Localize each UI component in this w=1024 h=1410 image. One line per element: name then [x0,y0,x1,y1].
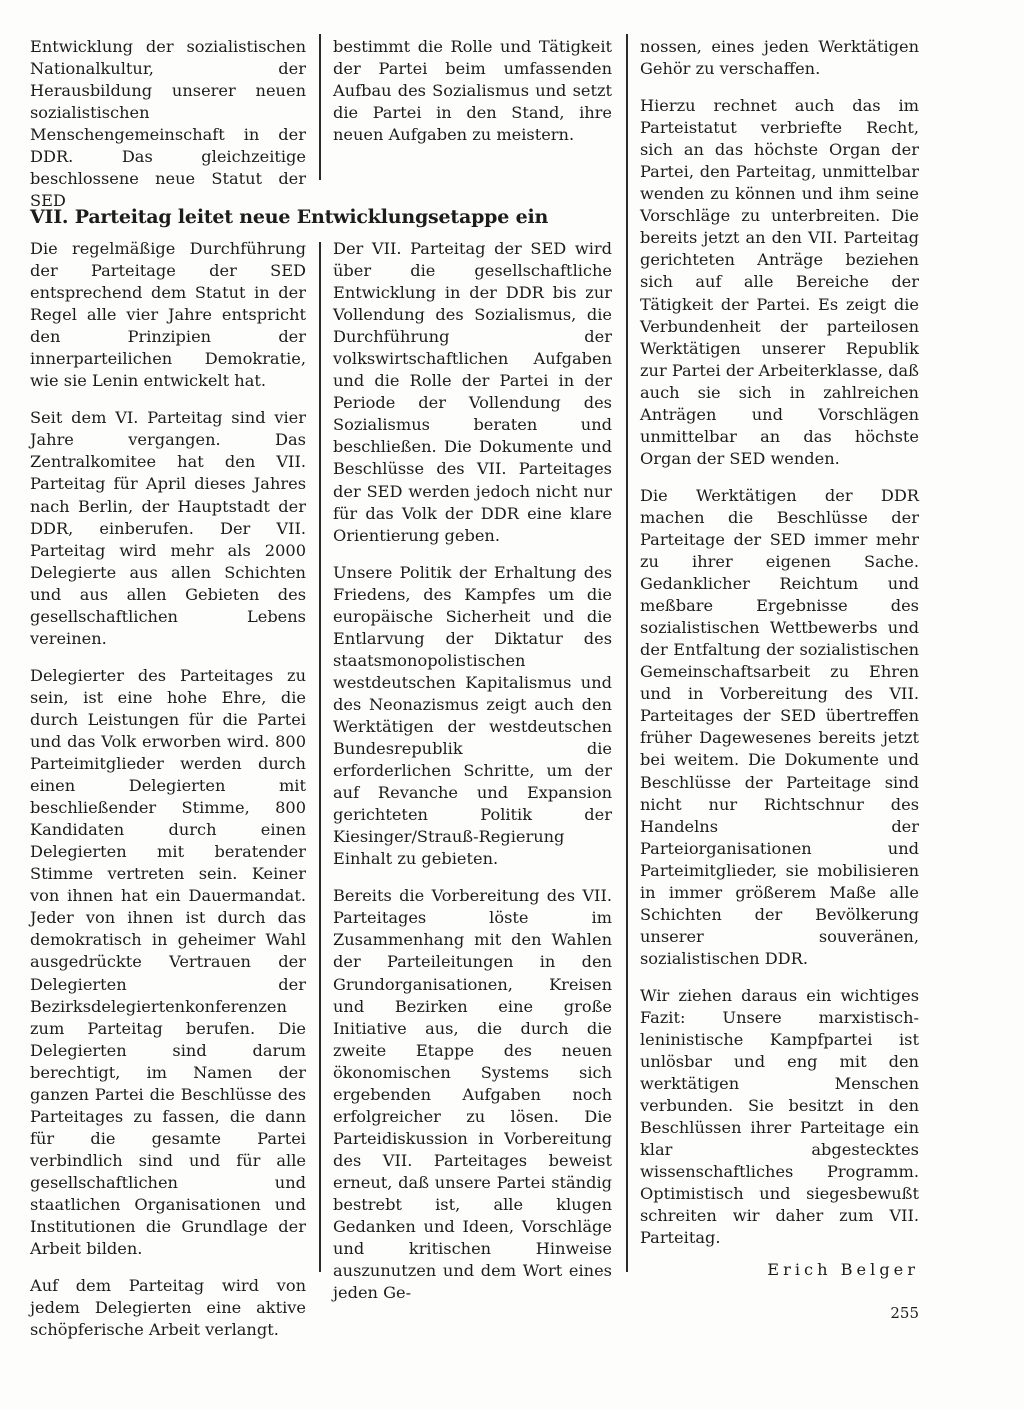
article-headline: VII. Parteitag leitet neue Entwicklungsetappe ein [30,206,549,228]
top-column-1-text: Entwicklung der sozialistischen Nationalkultur, der Herausbildung unserer neuen sozialistischen Menschengemeinschaft in der DDR. Das gleichzeitige beschlossene neue Statut der SED [30,37,306,211]
column-rule-top [319,34,321,180]
paragraph: Der VII. Parteitag der SED wird über die gesellschaftliche Entwicklung in der DDR bis zur Vollendung des Sozialismus, die Durchführung der volkswirtschaftlichen Aufgaben und die Rolle der Partei in der Periode der Vollendung des Sozialismus beraten und beschließen. Die Dokumente und Beschlüsse des VII. Parteitages der SED werden jedoch nicht nur für das Volk der DDR eine klare Orientierung geben. [333,239,612,545]
column-1 [30,238,306,1356]
paragraph: Hierzu rechnet auch das im Parteistatut verbriefte Recht, sich an das höchste Organ der Partei, den Parteitag, unmittelbar wenden zu können und ihm seine Vorschläge zu unterbreiten. Die bereits jetzt an den VII. Parteitag gerichteten Anträge beziehen sich auf alle Bereiche der Tätigkeit der Partei. Es zeigt die Verbundenheit der parteilosen Werktätigen unserer Republik zur Partei der Arbeiterklasse, daß auch sie sich in zahlreichen Anträgen und Vorschlägen unmittelbar an das höchste Organ der SED wenden. [640,96,919,468]
column-rule-middle [319,242,321,1272]
paragraph: Die Werktätigen der DDR machen die Beschlüsse der Parteitage der SED immer mehr zu ihrer eigenen Sache. Gedanklicher Reichtum und meßbare Ergebnisse des sozialistischen Wettbewerbs und der Entfaltung der sozialistischen Gemeinschaftsarbeit zu Ehren und in Vorbereitung des VII. Parteitages der SED übertreffen früher Dagewesenes bereits jetzt bei weitem. Die Dokumente und Beschlüsse der Parteitage sind nicht nur Richtschnur des Handelns der Parteiorganisationen und Parteimitglieder, sie mobilisieren in immer größerem Maße alle Schichten der Bevölkerung unserer souveränen, sozialistischen DDR. [640,485,919,968]
paragraph: Seit dem VI. Parteitag sind vier Jahre vergangen. Das Zentralkomitee hat den VII. Parteitag für April dieses Jahres nach Berlin, der Hauptstadt der DDR, einberufen. Der VII. Parteitag wird mehr als 2000 Delegierte aus allen Schichten und aus allen Gebieten des gesellschaftlichen Lebens vereinen. [30,408,306,648]
paragraph: nossen, eines jeden Werktätigen Gehör zu verschaffen. [640,37,919,79]
column-3 [640,36,919,1264]
column-rule-right [626,34,628,1272]
paragraph: Auf dem Parteitag wird von jedem Delegierten eine aktive schöpferische Arbeit verlangt. [30,1276,306,1340]
paragraph: Bereits die Vorbereitung des VII. Parteitages löste im Zusammenhang mit den Wahlen der Parteileitungen in den Grundorganisationen, Kreisen und Bezirken eine große Initiative aus, die durch die zweite Etappe des neuen ökonomischen Systems sich ergebenden Aufgaben noch erfolgreicher zu lösen. Die Parteidiskussion in Vorbereitung des VII. Parteitages beweist erneut, daß unsere Partei ständig bestrebt ist, alle klugen Gedanken und Ideen, Vorschläge und kritischen Hinweise auszunutzen und dem Wort eines jeden Ge- [333,886,612,1303]
column-2 [333,238,612,1319]
top-column-2-text: bestimmt die Rolle und Tätigkeit der Partei beim umfassenden Aufbau des Sozialismus und setzt die Partei in den Stand, ihre neuen Aufgaben zu meistern. [333,37,612,145]
page-number: 255 [890,1304,919,1322]
paragraph: Unsere Politik der Erhaltung des Friedens, des Kampfes um die europäische Sicherheit und die Entlarvung der Diktatur des staatsmonopolistischen westdeutschen Kapitalismus und des Neonazismus zeigt auch den Werktätigen der westdeutschen Bundesrepublik die erforderlichen Schritte, um der auf Revanche und Expansion gerichteten Politik der Kiesinger/Strauß-Regierung Einhalt zu gebieten. [333,562,612,869]
paragraph: Delegierter des Parteitages zu sein, ist eine hohe Ehre, die durch Leistungen für die Partei und das Volk erworben wird. 800 Parteimitglieder werden durch einen Delegierten mit beschließender Stimme, 800 Kandidaten durch einen Delegierten mit beratender Stimme vertreten sein. Keiner von ihnen hat ein Dauermandat. Jeder von ihnen ist durch das demokratisch in geheimer Wahl ausgedrückte Vertrauen der Delegierten der Bezirksdelegiertenkonferenzen zum Parteitag berufen. Die Delegierten sind darum berechtigt, im Namen der ganzen Partei die Beschlüsse des Parteitages zu fassen, die dann für die gesamte Partei verbindlich sind und für alle gesellschaftlichen und staatlichen Organisationen und Institutionen die Grundlage der Arbeit bilden. [30,665,306,1259]
paragraph: Wir ziehen daraus ein wichtiges Fazit: Unsere marxistisch-leninistische Kampfpartei ist unlösbar und eng mit den werktätigen Menschen verbunden. Sie besitzt in den Beschlüssen ihrer Parteitage ein klar abgestecktes wissenschaftliches Programm. Optimistisch und siegesbewußt schreiten wir daher zum VII. Parteitag. [640,985,919,1248]
author-signature: Erich Belger [767,1260,919,1279]
paragraph: Die regelmäßige Durchführung der Parteitage der SED entsprechend dem Statut in der Regel alle vier Jahre entspricht den Prinzipien der innerparteilichen Demokratie, wie sie Lenin entwickelt hat. [30,239,306,391]
